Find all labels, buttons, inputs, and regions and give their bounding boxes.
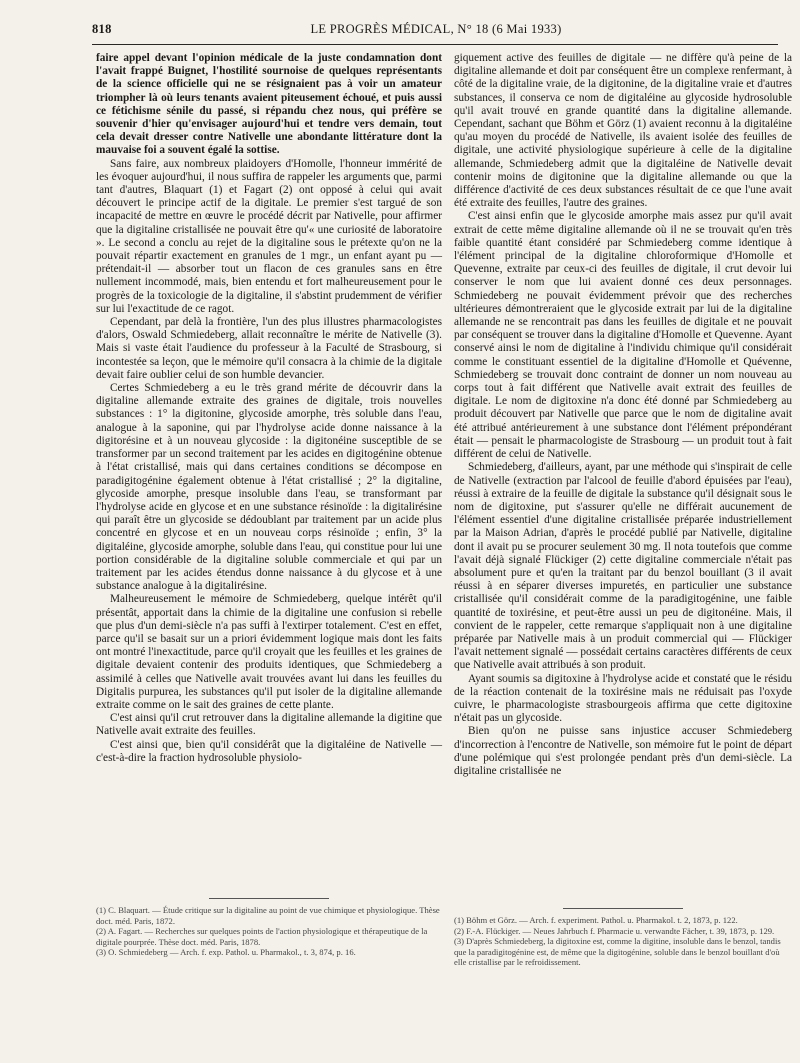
page-number: 818 (92, 22, 112, 36)
page-header (92, 18, 780, 40)
footnote: (1) C. Blaquart. — Étude critique sur la digitaline au point de vue chimique et physiologique. Thèse doct. méd. Paris, 1872. (96, 905, 440, 926)
footnote: (2) A. Fagart. — Recherches sur quelques points de l'action physiologique et thérapeutique de la digitale pourprée. Thèse doct. méd. Paris, 1878. (96, 926, 428, 947)
paragraph: C'est ainsi que, bien qu'il considérât que la digitaléine de Nativelle — c'est-à-dire la fraction hydrosoluble physiolo- (96, 738, 442, 764)
paragraph: Ayant soumis sa digitoxine à l'hydrolyse acide et constaté que le résidu de la réaction contenait de la toxirésine mais ne réduisait pas l'oxyde cuivre, le pharmacologiste strasbourgeois affirma que cette digitoxine n'était pas un glycoside. (454, 672, 792, 725)
paragraph: faire appel devant l'opinion médicale de la juste condamnation dont l'avait frappé Buignet, l'hostilité sournoise de quelques représentants de la science officielle qui ne se résignaient pas à voir un amateur triompher là où leurs tenants avaient piteusement échoué, et puis aussi ce fétichisme sénile du passé, si répandu chez nous, qui préfère se souvenir d'hier qu'envisager aujourd'hui et tendre vers demain, tout cela devait dresser contre Nativelle une abondante littérature dont la mauvaise foi a souvent égalé la sottise. (96, 52, 442, 157)
paragraph: Bien qu'on ne puisse sans injustice accuser Schmiedeberg d'incorrection à l'encontre de Nativelle, son mémoire fut le point de départ d'une polémique qui s'est prolongée pendant près d'un demi-siècle. La digitaline cristallisée ne (454, 725, 792, 777)
footnote: (3) O. Schmiedeberg — Arch. f. exp. Pathol. u. Pharmakol., t. 3, 874, p. 16. (96, 947, 356, 957)
paragraph: giquement active des feuilles de digitale — ne diffère qu'à peine de la digitaline allemande et doit par conséquent être un complexe renfermant, à côté de la digitaline vraie, de la digitonine, de la digitaline vraie et d'autres substances, il conserva ce nom de digitaléine au glycoside hydrosoluble qu'il avait trouvé en grande quantité dans la digitaline allemande. Cependant, sachant que Böhm et Görz (1) avaient reconnu à la digitaléine qu'au moyen du procédé de Nativelle, ils avaient isolée des feuilles de digitale, une activité physiologique supérieure à celle de la digitaline allemande, Schmiedeberg admit que la digitaléine de Nativelle devait contenir moins de digitonine que la digitaline allemande ou que la différence d'activité de ces deux substances résultait de ce que l'une avait été extraite des feuilles, l'autre des graines. (454, 52, 792, 210)
footnote-rule (563, 908, 683, 909)
footnote: (1) Böhm et Görz. — Arch. f. experiment. Pathol. u. Pharmakol. t. 2, 1873, p. 122. (454, 915, 738, 925)
paragraph: C'est ainsi qu'il crut retrouver dans la digitaline allemande la digitine que Nativelle avait extraite des feuilles. (96, 712, 442, 738)
paragraph: Malheureusement le mémoire de Schmiedeberg, quelque intérêt qu'il présentât, apportait dans la chimie de la digitaline une confusion si rebelle que plus d'un demi-siècle n'a pas suffi à l'extirper totalement. C'est en effet, parce qu'il se basait sur un a priori évidemment logique mais dont les faits ont montré l'inexactitude, parce qu'il croyait que les feuilles et les graines de digitale devaient contenir des produits identiques, que Schmiedeberg a assimilé à celles que Nativelle avait trouvées avant lui dans les feuilles du Digitalis purpurea, les substances qu'il put isoler de la digitaline allemande extraite comme on le sait des graines de cette plante. (96, 593, 442, 711)
right-column (454, 52, 792, 778)
paragraph: C'est ainsi enfin que le glycoside amorphe mais assez pur qu'il avait extrait de cette même digitaline allemande où il ne se trouvait qu'en très faible quantité étant considéré par Schmiedeberg comme identique à l'élément principal de la digitaline chloroformique d'Homolle et Quevenne, extraite par ceux-ci des feuilles de digitale, il crut devoir lui conserver le nom que lui avaient donné ces deux personnages. Schmiedeberg ne pouvait évidemment prévoir que des recherches ultérieures démontreraient que le glycoside extrait par lui de la digitaline allemande ne se rencontrait pas dans les feuilles de digitale et ne pouvait par conséquent se trouver dans la digitaline d'Homolle et Quevenne. Ayant conservé ainsi le nom de digitaline à l'individu chimique qu'il considérait comme le constituant essentiel de la digitaline d'Homolle et Quévenne, Schmiedeberg se trouvait donc contraint de donner un nom nouveau au corps tout à fait différent que Nativelle avait extrait des feuilles de digitale. Le nom de digitoxine n'a donc été donné par Schmiedeberg au produit découvert par Nativelle que parce que le nom de digitaline avait été attribué antérieurement à une substance dont l'élément prépondérant était — pensait le pharmacologiste de Strasbourg — un produit tout à fait différent de celui de Nativelle. (454, 210, 792, 461)
footnote: (3) D'après Schmiedeberg, la digitoxine est, comme la digitine, insoluble dans le benzol, tandis que la paradigitogénine est, de même que la digitogénine, soluble dans le benzol bouillant d'où elle cristallise par le refroidissement. (454, 936, 781, 967)
footnotes-left (96, 898, 442, 958)
running-title: LE PROGRÈS MÉDICAL, N° 18 (6 Mai 1933) (310, 22, 562, 36)
footnote-rule (209, 898, 329, 899)
header-rule (92, 44, 778, 45)
footnotes-right (454, 908, 792, 968)
paragraph: Sans faire, aux nombreux plaidoyers d'Homolle, l'honneur immérité de les évoquer aujourd'hui, il nous suffira de rappeler les arguments que, parmi tant d'autres, Blaquart (1) et Fagart (2) ont opposé à celui qui avait découvert le principe actif de la digitale. Le premier s'est targué de son incapacité de mettre en œuvre le procédé décrit par Nativelle, pour affirmer que la digitaline cristallisée ne pouvait être qu'« une curiosité de laboratoire ». Le second a conclu au rejet de la digitaline sous le prétexte qu'on ne la pouvait répartir exactement en granules de 1 mgr., un enfant ayant pu — prétendait-il — absorber tout un flacon de ces granules sans en être nullement incommodé, mais, bien entendu et fort malheureusement pour le progrès de la toxicologie de la digitaline, il s'abstint prudemment de vérifier sur lui l'exactitude de ce ragot. (96, 157, 442, 315)
footnote: (2) F.-A. Flückiger. — Neues Jahrbuch f. Pharmacie u. verwandte Fächer, t. 39, 1873, p. 129. (454, 925, 775, 936)
paragraph: Certes Schmiedeberg a eu le très grand mérite de découvrir dans la digitaline allemande extraite des graines de digitale, trois nouvelles substances : 1° la digitonine, glycoside amorphe, très soluble dans l'eau, analogue à la saponine, qui par l'hydrolyse acide donne naissance à la digitorésine et à un nouveau glycoside : la digitonéine susceptible de se transformer par un second traitement par les acides en digitogénine obtenue à l'état cristallisé, mais qui dans certaines conditions se décompose en paradigitogénine également obtenue à l'état cristallisé ; 2° la digitaline, glycoside amorphe, presque insoluble dans l'eau, se transformant par l'hydrolyse acide en glycose et en une substance résinoïde : la digitalirésine qui paraît être un glycoside se dédoublant par traitement par un acide plus concentré en glycose et en un nouveau corps résinoïde ; enfin, 3° la digitaléine, glycoside amorphe, soluble dans l'eau, qui constitue pour lui une portion considérable de la digitaline soluble commerciale et qui par un traitement par les acides étendus donne naissance à du glycose et à une substance analogue à la digitalirésine. (96, 382, 442, 593)
paragraph: Schmiedeberg, d'ailleurs, ayant, par une méthode qui s'inspirait de celle de Nativelle (extraction par l'alcool de feuille d'abord épuisées par l'eau), réussi à extraire de la feuille de digitale la substance qu'il désignait sous le nom de digitoxine, put s'assurer qu'elle ne différait aucunement de l'élément essentiel d'une digitaline cristallisée préparée industriellement par la Maison Adrian, d'après le procédé publié par Nativelle, digitaline dont il avait pu se procurer seulement 30 mg. Il nota toutefois que comme l'avait déjà signalé Flückiger (2) cette digitaline commerciale n'était pas absolument pure et qu'en la traitant par du benzol bouillant (3 il avait réussi à en séparer diverses impuretés, en particulier une substance cristallisée qu'il considérait comme de la paradigitogénine, une faible quantité de toxirésine, et peut-être aussi un peu de digitonéine. Mais, il convient de le rappeler, cette remarque s'appliquait non à une digitaline préparée par Nativelle mais à un produit commercial qui — Flückiger l'avait nettement signalé — possédait certains caractères différents de ceux que Nativelle avait attribués à son produit. (454, 461, 792, 672)
paragraph: Cependant, par delà la frontière, l'un des plus illustres pharmacologistes d'alors, Oswald Schmiedeberg, allait reconnaître le mérite de Nativelle (3). Mais si vaste était l'audience du professeur à la Faculté de Strasbourg, si incontestée sa leçon, que le mémoire qu'il consacra à la chimie de la digitale devait faire oublier celui de son humble devancier. (96, 316, 442, 381)
left-column (96, 52, 442, 765)
